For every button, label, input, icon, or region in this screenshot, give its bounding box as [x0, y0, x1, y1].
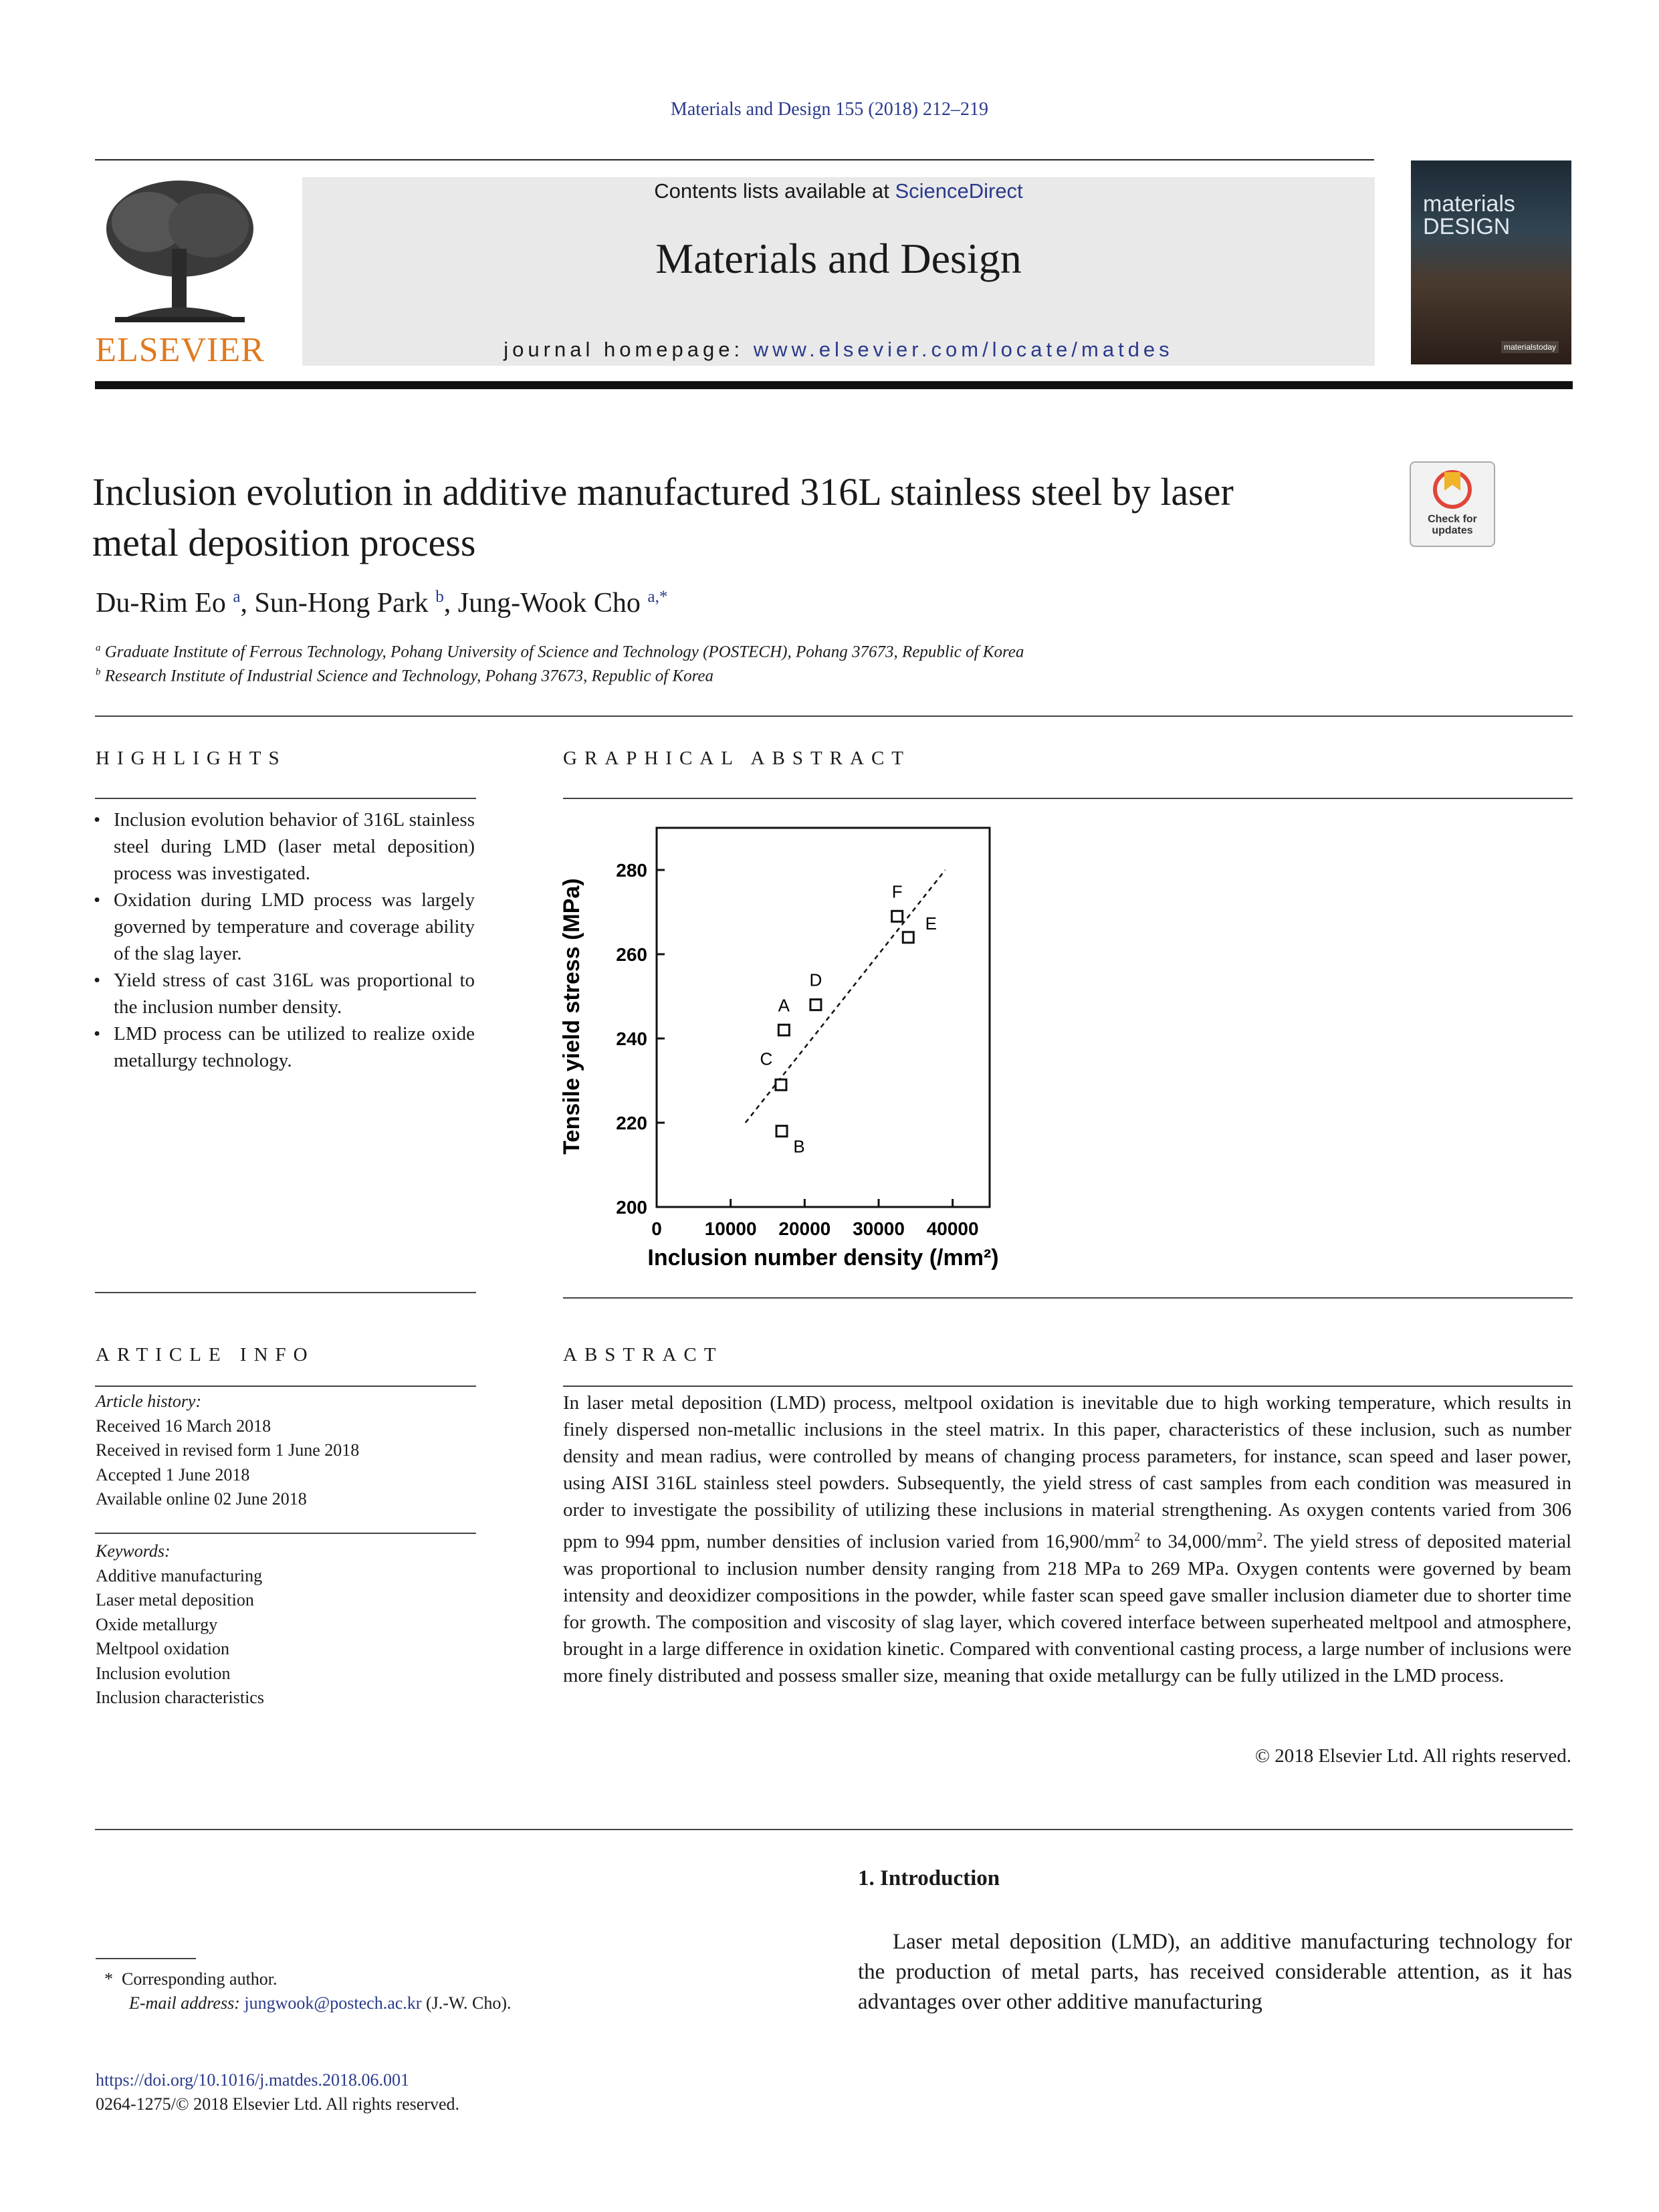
highlights-heading: HIGHLIGHTS [96, 748, 287, 769]
graphical-abstract-rule [563, 798, 1573, 799]
history-entry: Available online 02 June 2018 [96, 1489, 307, 1509]
affiliation: $^b$ Research Institute of Industrial Science and Technology, Pohang 37673, Republic of Korea [96, 667, 714, 685]
keyword: Additive manufacturing [96, 1565, 263, 1585]
x-tick-label: 30000 [853, 1218, 905, 1239]
section-rule [95, 715, 1573, 717]
highlights-list [94, 806, 475, 1074]
author-affil-mark[interactable]: b [435, 588, 444, 606]
abstract-text: In laser metal deposition (LMD) process, meltpool oxidation is inevitable due to high working temperature, which results in finely dispersed non-metallic inclusions in the steel matrix. In this paper, characteristics of these inclusion, such as number density and mean radius, were controlled by means of changing process parameters, for instance, scan speed and laser power, using AISI 316L stainless steel powders. Subsequently, the yield stress of cast samples from each condition was measured in order to investigate the possibility of utilizing these inclusions in material strengthening. As oxygen contents varied from 306 ppm to 994 ppm, number densities of inclusion varied from $16,900/mm^2$ to $34,000/mm^2$. The yield stress of deposited material was proportional to inclusion number density ranging from 218 MPa to 269 MPa. Oxygen contents were governed by beam intensity and deoxidizer compositions in the powder, while faster scan speed gave smaller inclusion diameter due to shorter time for growth. The composition and viscosity of slag layer, which covered interface between superheated meltpool and atmosphere, brought in a large difference in oxidation kinetic. Compared with conventional casting process, a large number of inclusions were more finely distributed and possess smaller size, meaning that oxide metallurgy can be fully utilized in the LMD process. [563, 1392, 1572, 1686]
graphical-abstract-heading: GRAPHICAL ABSTRACT [563, 748, 911, 769]
header-thick-rule [95, 381, 1573, 389]
abstract-copyright: © 2018 Elsevier Ltd. All rights reserved. [1254, 1745, 1571, 1767]
x-tick-label: 40000 [926, 1218, 979, 1239]
y-tick-label: 200 [616, 1197, 647, 1218]
y-tick-label: 220 [616, 1113, 647, 1133]
keyword: Oxide metallurgy [96, 1614, 218, 1634]
journal-cover-image[interactable] [1411, 160, 1571, 364]
keywords: Keywords: Additive manufacturing Laser metal deposition Oxide metallurgy Meltpool oxidation Inclusion evolution Inclusion characteristics [96, 1539, 264, 1710]
elsevier-wordmark: ELSEVIER [95, 331, 265, 369]
sciencedirect-link[interactable]: ScienceDirect [895, 179, 1023, 203]
author-name: Du-Rim Eo [96, 588, 226, 619]
article-info-heading: ARTICLE INFO [96, 1344, 315, 1365]
article-info-rule [95, 1386, 476, 1387]
abstract-rule [563, 1386, 1573, 1387]
doi-footer [96, 2068, 459, 2116]
keyword: Laser metal deposition [96, 1590, 254, 1610]
x-tick-label: 20000 [778, 1218, 831, 1239]
article-history: Article history: Received 16 March 2018 Received in revised form 1 June 2018 Accepted 1 June 2018 Available online 02 June 2018 [96, 1390, 359, 1512]
contents-line: Contents lists available at ScienceDirect [654, 179, 1023, 203]
highlight-item: • Yield stress of cast 316L was proportional to the inclusion number density. [94, 967, 475, 1020]
cover-title: materials DESIGN [1423, 191, 1515, 239]
highlight-item: • Inclusion evolution behavior of 316L stainless steel during LMD (laser metal deposition) process was investigated. [94, 806, 475, 887]
abstract-heading: ABSTRACT [563, 1344, 724, 1365]
data-point [903, 932, 913, 943]
highlight-item: • Oxidation during LMD process was largely governed by temperature and coverage ability of the slag layer. [94, 887, 475, 967]
introduction-heading: 1. Introduction [858, 1866, 1000, 1890]
author-name: Jung-Wook Cho [457, 588, 641, 619]
email-link[interactable]: jungwook@postech.ac.kr [244, 1993, 422, 2013]
check-for-updates-button[interactable]: Check for updates [1410, 461, 1495, 547]
check-updates-icon [1411, 463, 1494, 512]
data-point [810, 1000, 821, 1010]
author-name: Sun-Hong Park [254, 588, 429, 619]
point-label: C [760, 1048, 773, 1069]
issn-line: 0264-1275/© 2018 Elsevier Ltd. All rights reserved. [96, 2094, 459, 2114]
y-tick-label: 240 [616, 1028, 647, 1049]
keyword: Inclusion characteristics [96, 1688, 264, 1707]
point-label: F [891, 881, 903, 902]
y-tick-label: 280 [616, 860, 647, 881]
x-tick-label: 0 [651, 1218, 662, 1239]
keyword: Meltpool oxidation [96, 1639, 230, 1658]
point-label: B [793, 1136, 805, 1157]
introduction-text: Laser metal deposition (LMD), an additive manufacturing technology for the production of metal parts, has received considerable attention, as it has advantages over other additive manufacturing [858, 1930, 1572, 2014]
highlight-item: • LMD process can be utilized to realize oxide metallurgy technology. [94, 1020, 475, 1074]
x-axis-label: Inclusion number density (/mm²) [647, 1245, 999, 1270]
corresponding-author-footnote: * Corresponding author. E-mail address: jungwook@postech.ac.kr (J.-W. Cho). [104, 1969, 512, 2013]
data-point [776, 1126, 787, 1137]
data-point [776, 1079, 786, 1090]
header-rule [95, 159, 1374, 160]
point-label: D [809, 970, 822, 990]
author-list: Du-Rim Eo $^a$, Sun-Hong Park $^b$, Jung-Wook Cho $^{a,*}$ [96, 588, 668, 619]
article-title: Inclusion evolution in additive manufactured 316L stainless steel by laser metal deposition process [92, 470, 1234, 564]
y-tick-label: 260 [616, 944, 647, 965]
cover-badge: materialstoday [1501, 341, 1559, 353]
journal-homepage: journal homepage: www.elsevier.com/locate/matdes [504, 338, 1174, 361]
footnote-rule [96, 1958, 196, 1959]
journal-citation[interactable]: Materials and Design 155 (2018) 212–219 [670, 99, 989, 120]
body-rule [95, 1829, 1573, 1830]
highlights-bottom-rule [95, 1292, 476, 1293]
history-entry: Accepted 1 June 2018 [96, 1464, 250, 1484]
keywords-rule [95, 1533, 476, 1534]
plot-frame [657, 828, 990, 1207]
journal-title: Materials and Design [655, 235, 1022, 282]
homepage-link[interactable]: www.elsevier.com/locate/matdes [753, 338, 1174, 361]
doi-link[interactable]: https://doi.org/10.1016/j.matdes.2018.06.001 [96, 2070, 409, 2090]
history-entry: Received 16 March 2018 [96, 1416, 271, 1436]
keyword: Inclusion evolution [96, 1663, 231, 1683]
point-label: A [778, 995, 790, 1016]
point-label: E [925, 913, 937, 933]
graphical-abstract-bottom-rule [563, 1297, 1573, 1299]
affiliation: $^a$ Graduate Institute of Ferrous Technology, Pohang University of Science and Technology (POSTECH), Pohang 37673, Republic of Korea [96, 643, 1024, 661]
author-affil-mark[interactable]: a,* [647, 588, 668, 606]
y-axis-label: Tensile yield stress (MPa) [559, 878, 584, 1155]
author-affil-mark[interactable]: a [233, 588, 241, 606]
data-point [892, 911, 903, 921]
data-point [778, 1024, 789, 1035]
yield-stress-chart [555, 816, 1103, 1284]
x-tick-label: 10000 [704, 1218, 757, 1239]
history-entry: Received in revised form 1 June 2018 [96, 1440, 360, 1460]
highlights-rule [95, 798, 476, 799]
